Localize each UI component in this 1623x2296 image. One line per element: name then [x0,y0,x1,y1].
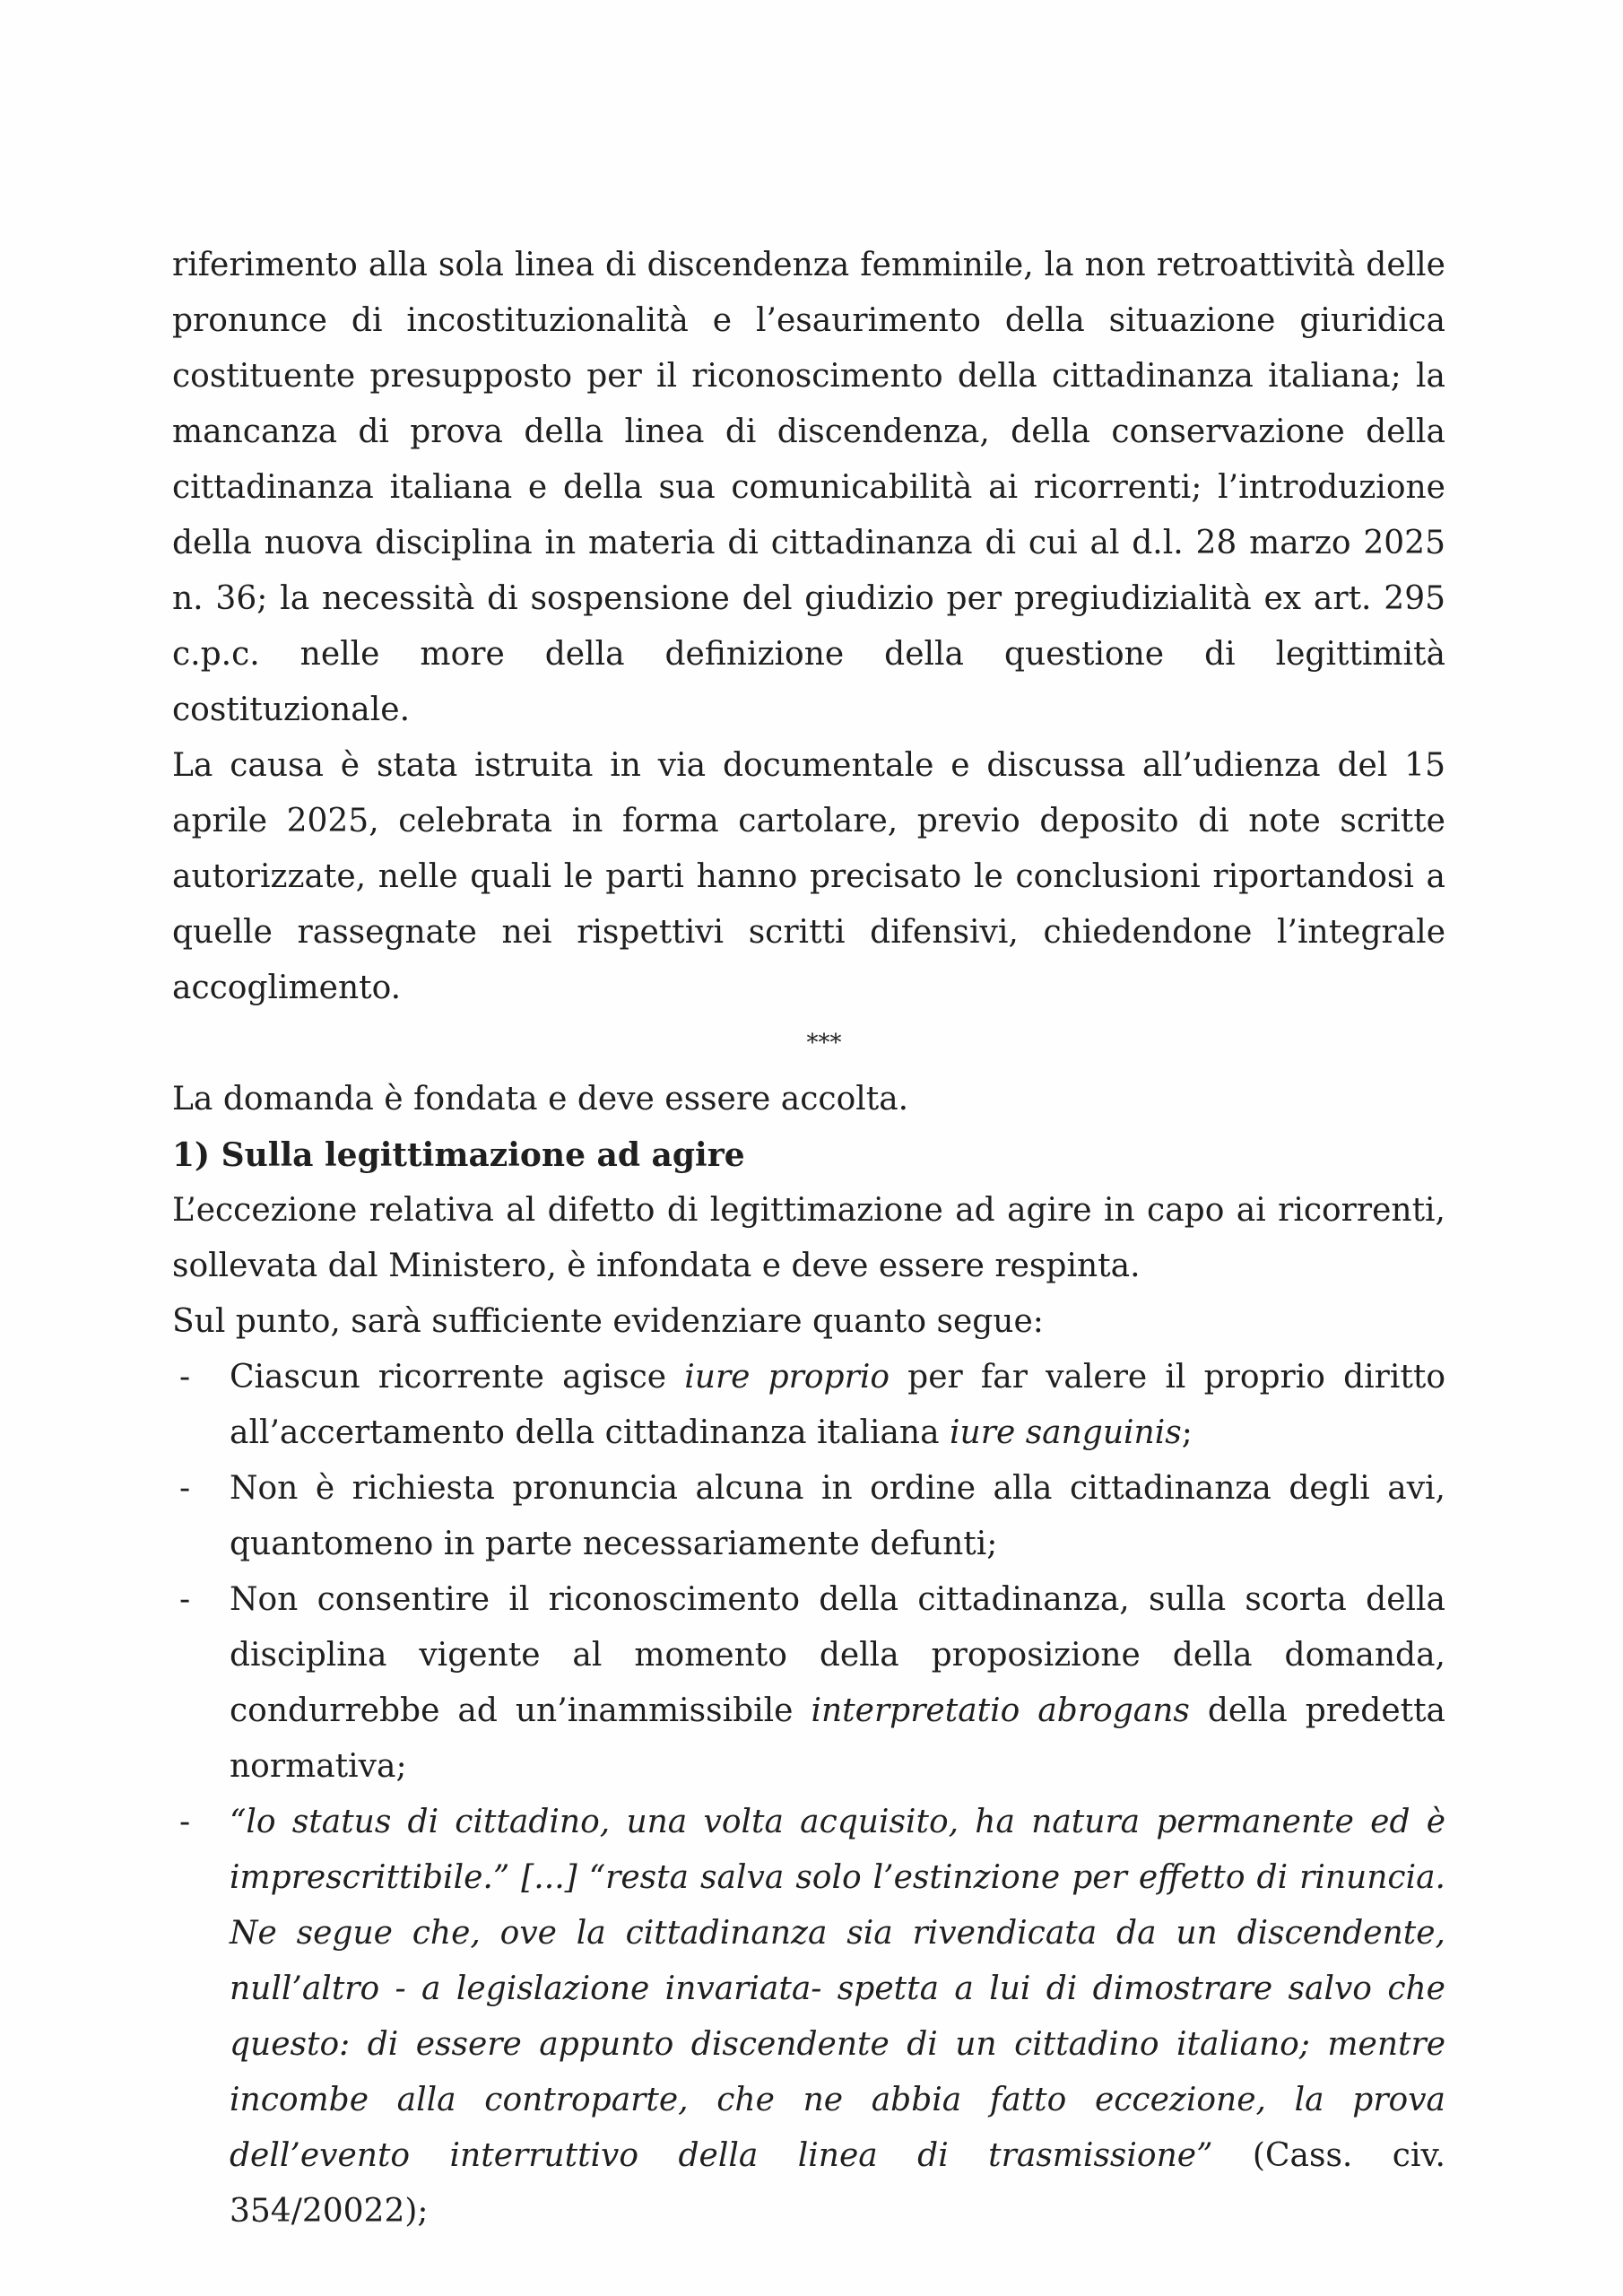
document-body [172,238,1445,2239]
list-item [172,1795,1445,2239]
list-item-text: ; [1181,1414,1193,1451]
bullet-dash: - [179,1359,191,1396]
bullet-dash: - [179,1470,191,1507]
intro-paragraph: riferimento alla sola linea di discendenza femminile, la non retroattività delle pronunce di incostituzionalità e l’esaurimento della situazione giuridica costituente presupposto per il riconoscimento della cittadinanza italiana; la mancanza di prova della linea di discendenza, della conservazione della cittadinanza italiana e della sua comunicabilità ai ricorrenti; l’introduzione della nuova disciplina in materia di cittadinanza di cui al d.l. 28 marzo 2025 n. 36; la necessità di sospensione del giudizio per pregiudizialità ex art. 295 c.p.c. nelle more della definizione della questione di legittimità costituzionale. [172,247,1445,728]
section-paragraph-1: L’eccezione relativa al difetto di legittimazione ad agire in capo ai ricorrenti, sollevata dal Ministero, è infondata e deve essere respinta. [172,1192,1445,1284]
section-separator: *** [806,1030,842,1057]
bullet-dash: - [179,1804,191,1840]
list-item [172,1350,1445,1461]
bullet-dash: - [179,1581,191,1618]
latin-term: iure sanguinis [950,1414,1182,1451]
list-item-text: Non consentire il riconoscimento della cittadinanza, sulla scorta della disciplina vigente al momento della proposizione della domanda, condurrebbe ad un’inammissibile [230,1581,1445,1729]
latin-term: interpretatio abrogans [811,1692,1190,1729]
argument-list [172,1350,1445,2239]
list-item-text: Ciascun ricorrente agisce [230,1359,685,1396]
decision-line: La domanda è fondata e deve essere accolta. [172,1081,909,1118]
list-item-text: Non è richiesta pronuncia alcuna in ordine alla cittadinanza degli avi, quantomeno in parte necessariamente defunti; [230,1470,1445,1562]
list-item [172,1461,1445,1572]
list-item-text: per far valere il proprio diritto all’accertamento della cittadinanza italiana [230,1359,1446,1451]
list-item [172,1572,1445,1795]
latin-term: iure proprio [684,1359,890,1396]
list-item-text: della predetta normativa; [230,1692,1446,1785]
section-paragraph-2: Sul punto, sarà sufficiente evidenziare quanto segue: [172,1303,1044,1340]
case-citation: (Cass. civ. 354/20022); [230,2137,1445,2230]
section-heading: 1) Sulla legittimazione ad agire [172,1136,745,1174]
procedure-paragraph: La causa è stata istruita in via documentale e discussa all’udienza del 15 aprile 2025, celebrata in forma cartolare, previo deposito di note scritte autorizzate, nelle quali le parti hanno precisato le conclusioni riportandosi a quelle rassegnate nei rispettivi scritti difensivi, chiedendone l’integrale accoglimento. [172,747,1445,1006]
court-quotation: “lo status di cittadino, una volta acquisito, ha natura permanente ed è imprescrittibile.” [...] “resta salva solo l’estinzione per effetto di rinuncia. Ne segue che, ove la cittadinanza sia rivendicata da un discendente, null’altro - a legislazione invariata- spetta a lui di dimostrare salvo che questo: di essere appunto discendente di un cittadino italiano; mentre incombe alla controparte, che ne abbia fatto eccezione, la prova dell’evento interruttivo della linea di trasmissione” [230,1804,1445,2174]
